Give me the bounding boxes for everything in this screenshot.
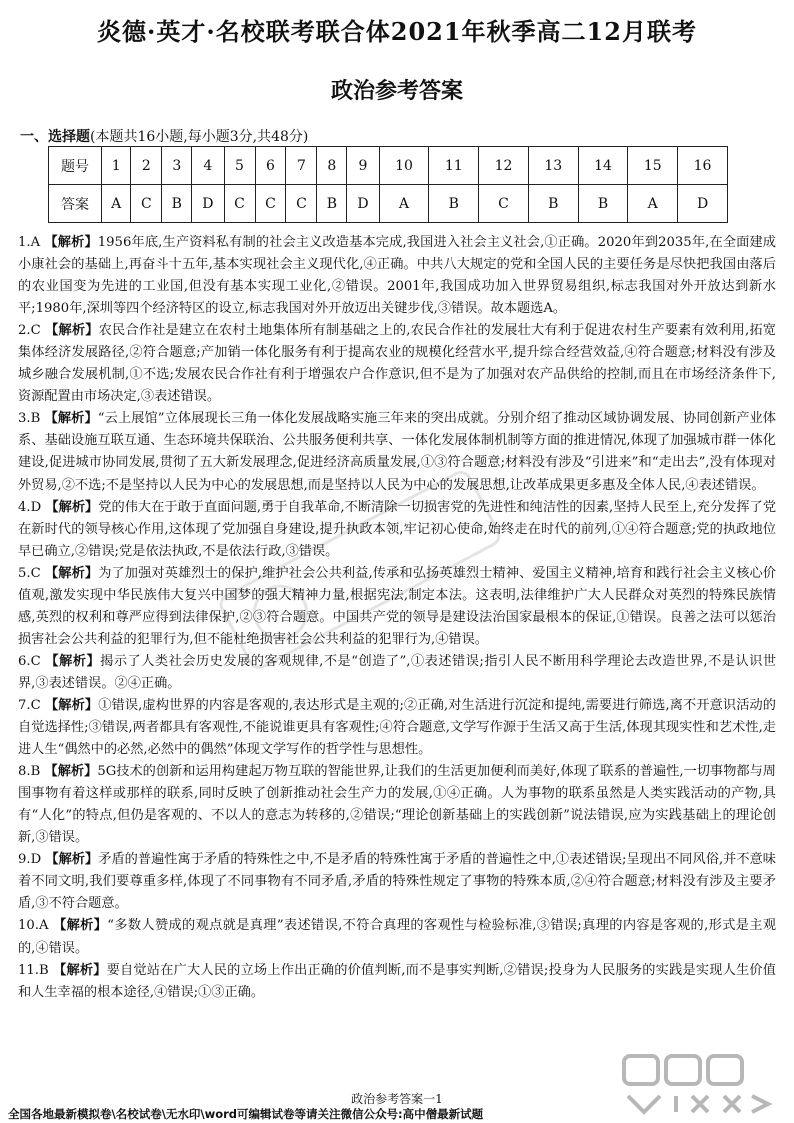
table-cell: 10 [379, 147, 429, 185]
row-label-answer: 答案 [49, 185, 102, 223]
table-cell: B [429, 185, 479, 223]
answer-table [48, 146, 728, 223]
table-cell: C [224, 185, 255, 223]
table-cell: A [628, 185, 678, 223]
item-text: “多数人赞成的观点就是真理”表述错误,不符合真理的客观性与检验标准,③错误;真理的内容是客观的,形式是主观的,④错误。 [18, 918, 777, 956]
row-label-number: 题号 [49, 147, 102, 185]
table-cell: 4 [192, 147, 224, 185]
item-text: 为了加强对英雄烈士的保护,维护社会公共利益,传承和弘扬英雄烈士精神、爱国主义精神,培育和践行社会主义核心价值观,激发实现中华民族伟大复兴中国梦的强大精神力量,根据宪法,制定本法。这表明,法律维护广大人民群众对英烈的特殊民族情感,英烈的权利和尊严应得到法律保护,②③符合题意。中国共产党的领导是建设法治国家最根本的保证,①错误。良善之法可以惩治损害社会公共利益的犯罪行为,但不能杜绝损害社会公共利益的犯罪行为,④错误。 [18, 565, 776, 647]
item-tag: 【解析】 [53, 962, 107, 978]
page-subtitle: 政治参考答案 [330, 78, 463, 104]
explanation-item [18, 563, 776, 651]
table-cell: D [678, 185, 728, 223]
explanation-item [18, 651, 776, 695]
table-cell: 16 [678, 147, 728, 185]
page-number: 政治参考答案一1 [351, 1092, 443, 1106]
table-cell: 6 [255, 147, 286, 185]
table-cell: 5 [224, 147, 255, 185]
table-cell: 3 [162, 147, 192, 185]
explanation-item [18, 915, 776, 959]
table-cell: B [162, 185, 192, 223]
table-cell: C [479, 185, 529, 223]
explanation-item [18, 695, 776, 761]
table-cell: A [102, 185, 131, 223]
table-cell: B [578, 185, 628, 223]
explanation-item [18, 497, 776, 563]
item-head: 3.B [18, 411, 41, 427]
table-cell: D [347, 185, 379, 223]
table-cell: C [286, 185, 317, 223]
table-cell: B [528, 185, 578, 223]
item-text: 5G技术的创新和运用构建起万物互联的智能世界,让我们的生活更加便利而美好,体现了联系的普遍性,一切事物都与周围事物有着这样或那样的联系,同时反映了创新推动社会生产力的发展,①④正确。人为事物的联系虽然是人类实践活动的产物,具有“人化”的特点,但仍是客观的、不以人的意志为转移的,②错误;“理论创新基础上的实践创新”说法错误,应为实践基础上的理论创新,③错误。 [18, 764, 776, 846]
watermark-logo [618, 1048, 786, 1118]
item-tag: 【解析】 [45, 565, 99, 581]
table-row-numbers [49, 147, 728, 185]
table-cell: 11 [429, 147, 479, 185]
section-note: (本题共16小题,每小题3分,共48分) [90, 129, 309, 145]
page-title: 炎德·英才·名校联考联合体2021年秋季高二12月联考 [97, 17, 697, 46]
table-cell: A [379, 185, 429, 223]
item-tag: 【解析】 [45, 697, 99, 713]
item-tag: 【解析】 [45, 852, 99, 868]
explanation-item [18, 761, 776, 849]
explanation-item [18, 408, 776, 496]
item-head: 2.C [18, 323, 41, 339]
table-cell: 8 [317, 147, 347, 185]
item-head: 11.B [18, 962, 49, 978]
item-text: 党的伟大在于敢于直面问题,勇于自我革命,不断清除一切损害党的先进性和纯洁性的因素,坚持人民至上,充分发挥了党在新时代的领导核心作用,这体现了党加强自身建设,提升执政本领,牢记初心使命,始终走在时代的前列,①④符合题意;党的执政地位早已确立,②错误;党是依法执政,不是依法行政,③错误。 [18, 499, 777, 559]
item-text: 农民合作社是建立在农村土地集体所有制基础之上的,农民合作社的发展壮大有利于促进农村生产要素有效利用,拓宽集体经济发展路径,②符合题意;产加销一体化服务有利于提高农业的规模化经营水平,提升综合经营效益,④符合题意;材料没有涉及城乡融合发展机制,①不选;发展农民合作社有利于增强农户合作意识,但不是为了加强对农产品供给的控制,而且在市场经济条件下,资源配置由市场决定,③表述错误。 [18, 323, 776, 405]
item-head: 8.B [18, 764, 41, 780]
item-tag: 【解析】 [44, 235, 98, 250]
table-cell: 15 [628, 147, 678, 185]
item-tag: 【解析】 [44, 764, 98, 780]
table-cell: C [131, 185, 162, 223]
table-cell: 9 [347, 147, 379, 185]
item-head: 1.A [18, 235, 41, 250]
item-head: 4.D [18, 499, 42, 515]
footer-note: 全国各地最新模拟卷\名校试卷\无水印\word可编辑试卷等请关注微信公众号:高中僧最新试题 [8, 1107, 484, 1121]
table-row-answers [49, 185, 728, 223]
table-cell: 2 [131, 147, 162, 185]
item-tag: 【解析】 [53, 918, 108, 934]
item-text: 矛盾的普遍性寓于矛盾的特殊性之中,不是矛盾的特殊性寓于矛盾的普遍性之中,①表述错误;呈现出不同风俗,并不意味着不同文明,我们要尊重多样,体现了不同事物有不同矛盾,矛盾的特殊性规定了事物的特殊本质,②④符合题意;材料没有涉及主要矛盾,③不符合题意。 [18, 852, 776, 912]
explanations [18, 232, 776, 1004]
table-cell: 14 [578, 147, 628, 185]
item-head: 10.A [18, 918, 49, 934]
item-tag: 【解析】 [44, 411, 98, 427]
section-heading [20, 126, 308, 146]
item-tag: 【解析】 [45, 499, 99, 515]
explanation-item [18, 232, 776, 320]
item-head: 9.D [18, 852, 42, 868]
table-cell: D [192, 185, 224, 223]
item-text: ①错误,虚构世界的内容是客观的,表达形式是主观的;②正确,对生活进行沉淀和提纯,需要进行筛选,离不开意识活动的自觉选择性;③错误,两者都具有客观性,不能说谁更具有客观性;④符合题意,文学写作源于生活又高于生活,体现其现实性和艺术性,走进人生“偶然中的必然,必然中的偶然”体现文学写作的哲学性与思想性。 [18, 697, 776, 758]
table-cell: B [317, 185, 347, 223]
explanation-item [18, 960, 776, 1004]
table-cell: C [255, 185, 286, 223]
table-cell: 12 [479, 147, 529, 185]
item-head: 7.C [18, 697, 41, 713]
table-cell: 13 [528, 147, 578, 185]
explanation-item [18, 320, 776, 408]
item-text: 1956年底,生产资料私有制的社会主义改造基本完成,我国进入社会主义社会,①正确。2020年到2035年,在全面建成小康社会的基础上,再奋斗十五年,基本实现社会主义现代化,④正确。中共八大规定的党和全国人民的主要任务是尽快把我国由落后的农业国变为先进的工业国,但没有基本实现工业化,②错误。2001年,我国成功加入世界贸易组织,标志我国对外开放达到新水平;1980年,深圳等四个经济特区的设立,标志我国对外开放迈出关键步伐,③错误。故本题选A。 [18, 235, 776, 317]
section-label: 一、选择题 [20, 129, 90, 145]
table-cell: 1 [102, 147, 131, 185]
item-text: 要自觉站在广大人民的立场上作出正确的价值判断,而不是事实判断,②错误;投身为人民服务的实践是实现人生价值和人生幸福的根本途径,④错误;①③正确。 [18, 962, 776, 1000]
item-text: “云上展馆”立体展现长三角一体化发展战略实施三年来的突出成就。分别介绍了推动区域协调发展、协同创新产业体系、基础设施互联互通、生态环境共保联治、公共服务便利共享、一体化发展体制机制等方面的推进情况,体现了加强城市群一体化建设,促进城市协同发展,贯彻了五大新发展理念,促进经济高质量发展,①③符合题意;材料没有涉及“引进来”和“走出去”,没有体现对外贸易,②不选;不是坚持以人民为中心的发展思想,而是坚持以人民为中心的发展思想,让改革成果更多惠及全体人民,④表述错误。 [18, 411, 776, 493]
item-tag: 【解析】 [45, 653, 101, 669]
item-head: 5.C [18, 565, 41, 581]
item-tag: 【解析】 [45, 323, 99, 339]
table-cell: 7 [286, 147, 317, 185]
item-head: 6.C [18, 653, 41, 669]
explanation-item [18, 849, 776, 915]
item-text: 揭示了人类社会历史发展的客观规律,不是“创造了”,①表述错误;指引人民不断用科学理论去改造世界,不是认识世界,③表述错误。②④正确。 [18, 653, 777, 691]
